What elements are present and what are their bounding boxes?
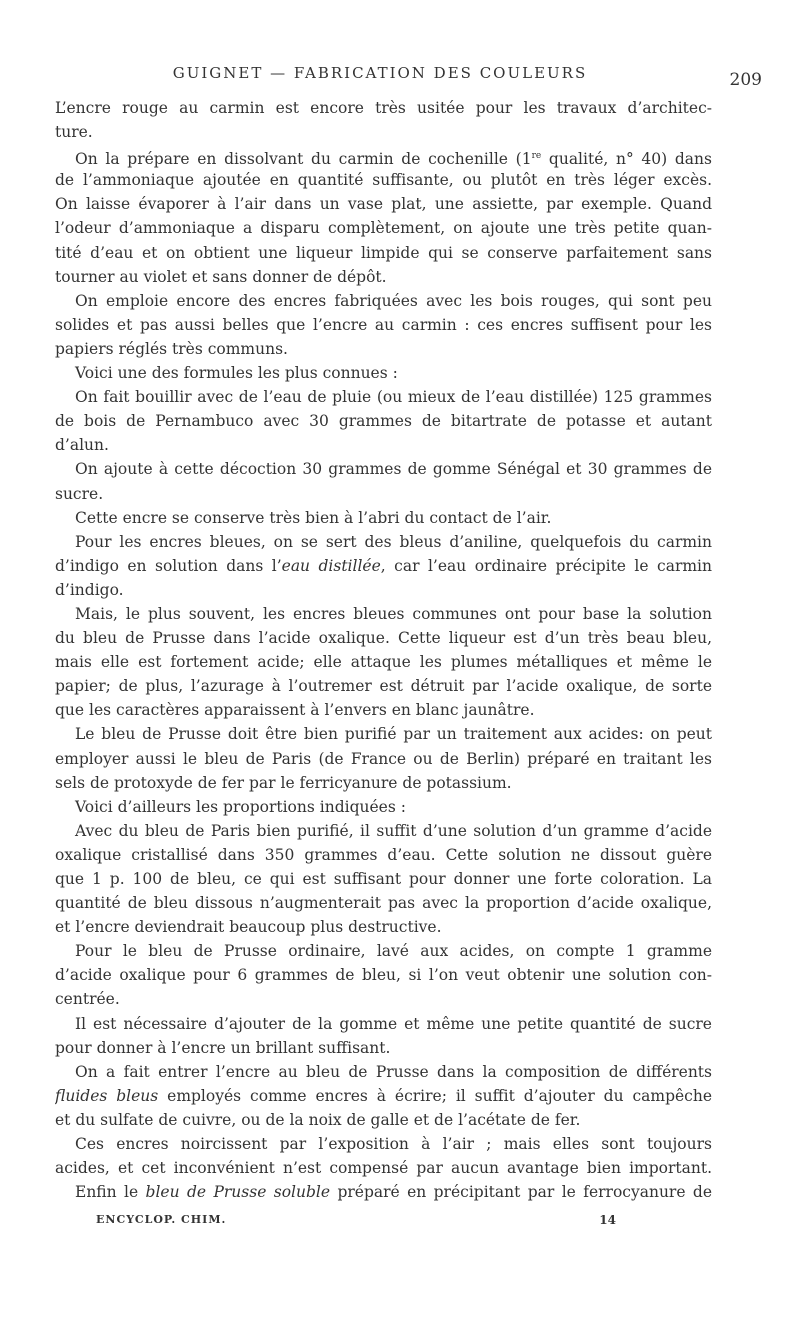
text-line: papiers réglés très communs. xyxy=(55,339,288,358)
italic-span: fluides bleus xyxy=(55,1086,159,1105)
text-line: que les caractères apparaissent à l’envers en blanc jaunâtre. xyxy=(55,701,535,720)
text-line xyxy=(55,1084,712,1108)
text-span: d’indigo en solution dans l’ xyxy=(55,556,282,575)
text-line: Cette encre se conserve très bien à l’abri du contact de l’air. xyxy=(75,508,552,527)
text-line: Le bleu de Prusse doit être bien purifié par un traitement aux acides: on peut xyxy=(75,725,712,744)
text-span: , car l’eau ordinaire précipite le carmin xyxy=(380,556,712,575)
text-line: l’odeur d’ammoniaque a disparu complètement, on ajoute une très petite quan- xyxy=(55,219,712,238)
text-line xyxy=(55,1180,712,1204)
text-line: d’indigo. xyxy=(55,580,124,599)
text-line: tité d’eau et on obtient une liqueur limpide qui se conserve parfaitement sans xyxy=(55,243,712,262)
text-line: quantité de bleu dissous n’augmenterait pas avec la proportion d’acide oxalique, xyxy=(55,894,712,913)
text-line: sels de protoxyde de fer par le ferricyanure de potassium. xyxy=(55,773,512,792)
running-head xyxy=(50,64,762,92)
text-line: d’acide oxalique pour 6 grammes de bleu, si l’on veut obtenir une solution con- xyxy=(55,966,712,985)
text-line: employer aussi le bleu de Paris (de France ou de Berlin) préparé en traitant les xyxy=(55,749,712,768)
text-line: Mais, le plus souvent, les encres bleues communes ont pour base la solution xyxy=(75,604,712,623)
text-line xyxy=(55,554,712,578)
text-line: Voici une des formules les plus connues : xyxy=(75,364,398,383)
text-line: du bleu de Prusse dans l’acide oxalique. Cette liqueur est d’un très beau bleu, xyxy=(55,629,712,648)
footer-signature: ENCYCLOP. CHIM. xyxy=(96,1213,227,1226)
italic-span: bleu de Prusse soluble xyxy=(145,1183,331,1202)
text-line: tourner au violet et sans donner de dépôt. xyxy=(55,267,387,286)
text-line: On laisse évaporer à l’air dans un vase plat, une assiette, par exemple. Quand xyxy=(55,195,712,214)
text-line xyxy=(55,144,712,168)
text-span: Enfin le xyxy=(75,1183,146,1202)
text-span: préparé en précipitant par le ferrocyanure de xyxy=(330,1183,712,1202)
text-line: Il est nécessaire d’ajouter de la gomme et même une petite quantité de sucre xyxy=(75,1014,712,1033)
text-line: Voici d’ailleurs les proportions indiquées : xyxy=(75,797,406,816)
text-line: Avec du bleu de Paris bien purifié, il suffit d’une solution d’un gramme d’acide xyxy=(75,821,712,840)
text-line: et l’encre deviendrait beaucoup plus destructive. xyxy=(55,918,442,937)
text-line: oxalique cristallisé dans 350 grammes d’eau. Cette solution ne dissout guère xyxy=(55,845,712,864)
text-line: ture. xyxy=(55,123,93,142)
text-line: Pour le bleu de Prusse ordinaire, lavé aux acides, on compte 1 gramme xyxy=(75,942,712,961)
text-line: On fait bouillir avec de l’eau de pluie (ou mieux de l’eau distillée) 125 grammes xyxy=(75,388,712,407)
text-line: papier; de plus, l’azurage à l’outremer est détruit par l’acide oxalique, de sorte xyxy=(55,677,712,696)
text-line: sucre. xyxy=(55,484,104,503)
text-span: On la prépare en dissolvant du carmin de cochenille (1re qualité, n° 40) dans xyxy=(75,150,712,169)
italic-span: eau distillée xyxy=(281,556,381,575)
text-line: que 1 p. 100 de bleu, ce qui est suffisant pour donner une forte coloration. La xyxy=(55,870,712,888)
text-line: et du sulfate de cuivre, ou de la noix de galle et de l’acétate de fer. xyxy=(55,1110,581,1129)
text-line: On a fait entrer l’encre au bleu de Prusse dans la composition de différents xyxy=(75,1062,712,1081)
text-line: pour donner à l’encre un brillant suffisant. xyxy=(55,1038,391,1057)
page-footer xyxy=(96,1213,616,1233)
text-span: employés comme encres à écrire; il suffit d’ajouter du campêche xyxy=(158,1086,712,1105)
text-line: mais elle est fortement acide; elle attaque les plumes métalliques et même le xyxy=(55,653,712,672)
text-line: d’alun. xyxy=(55,436,109,455)
text-line: de bois de Pernambuco avec 30 grammes de bitartrate de potasse et autant xyxy=(55,412,712,431)
footer-sheet-number: 14 xyxy=(599,1213,616,1227)
body-text xyxy=(55,96,712,1204)
text-line: On emploie encore des encres fabriquées avec les bois rouges, qui sont peu xyxy=(75,291,712,310)
page-number: 209 xyxy=(729,70,762,90)
text-line: Pour les encres bleues, on se sert des bleus d’aniline, quelquefois du carmin xyxy=(75,532,712,551)
text-line: solides et pas aussi belles que l’encre au carmin : ces encres suffisent pour les xyxy=(55,315,712,334)
text-line: centrée. xyxy=(55,990,120,1009)
text-line: On ajoute à cette décoction 30 grammes de gomme Sénégal et 30 grammes de xyxy=(75,460,712,479)
superscript: re xyxy=(531,151,542,162)
text-line: acides, et cet inconvénient n’est compensé par aucun avantage bien important. xyxy=(55,1159,712,1178)
running-title: GUIGNET — FABRICATION DES COULEURS xyxy=(172,64,588,82)
text-line: L’encre rouge au carmin est encore très usitée pour les travaux d’architec- xyxy=(55,99,712,117)
text-line: Ces encres noircissent par l’exposition à l’air ; mais elles sont toujours xyxy=(75,1135,712,1154)
text-line: de l’ammoniaque ajoutée en quantité suffisante, ou plutôt en très léger excès. xyxy=(55,171,712,190)
